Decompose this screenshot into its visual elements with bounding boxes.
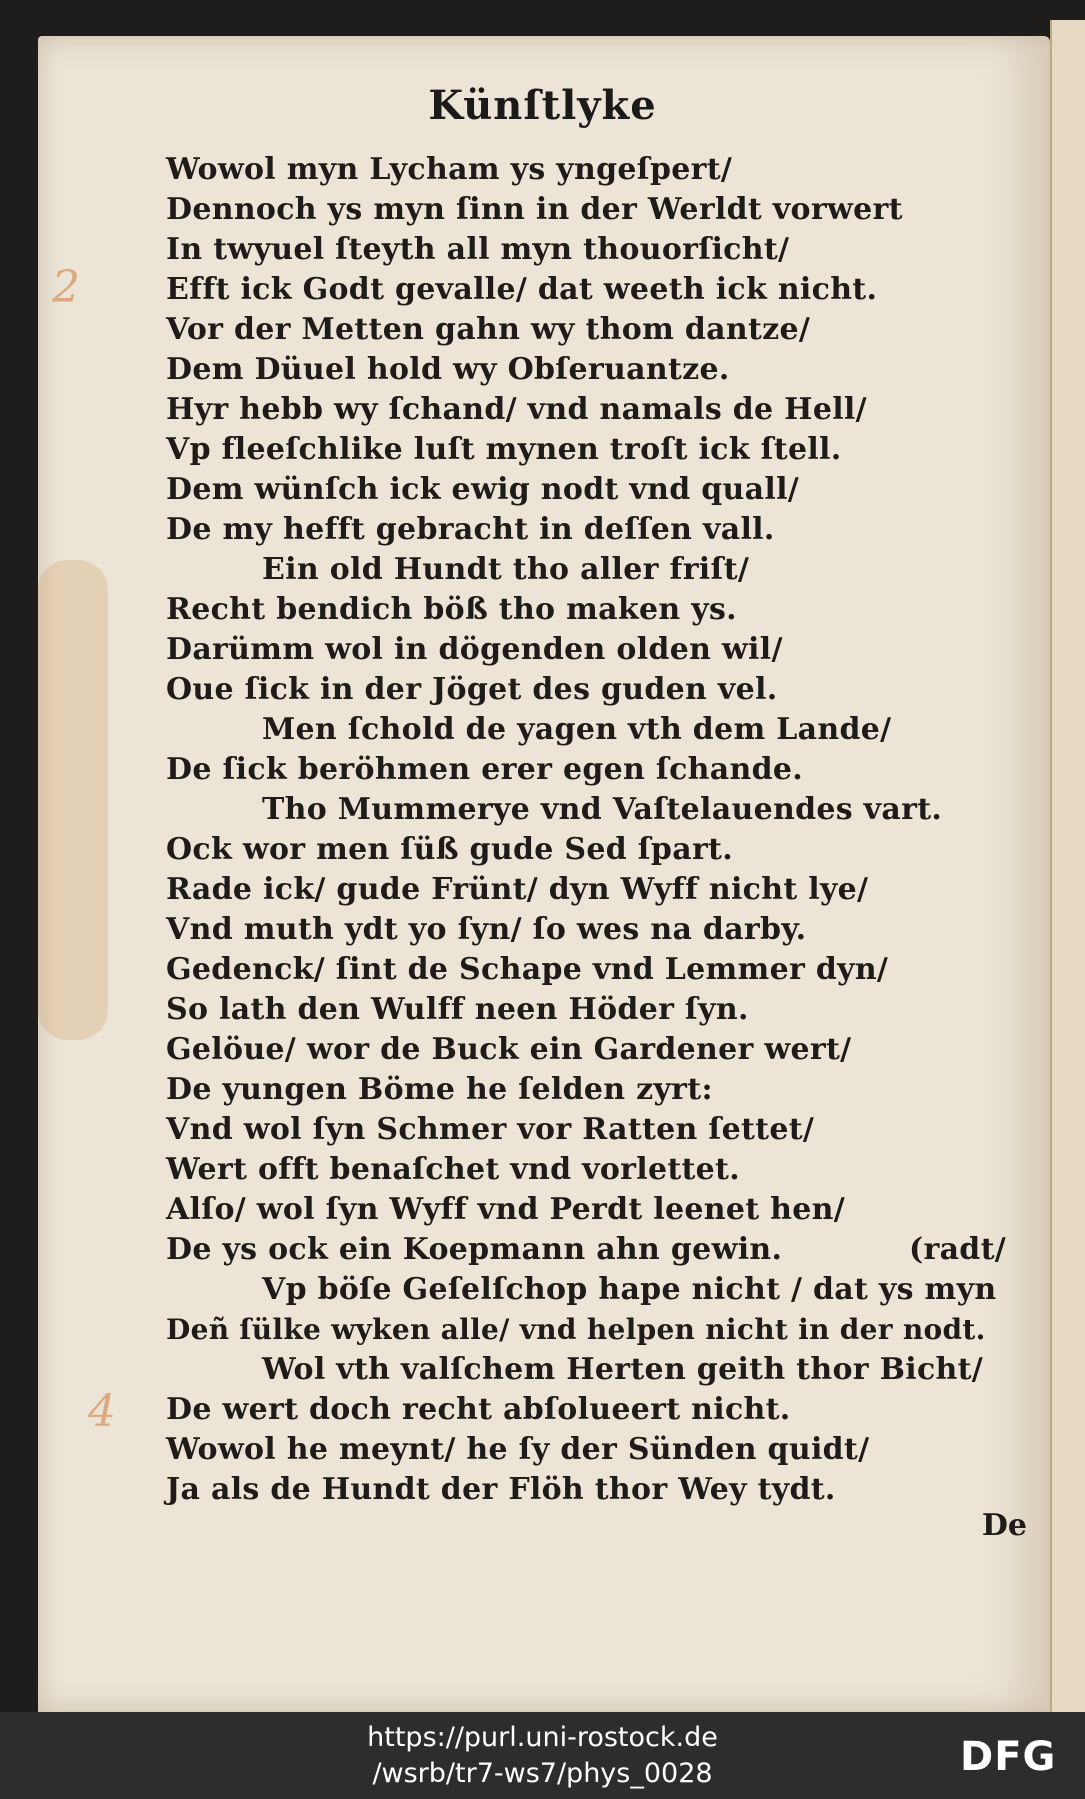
verse-line: Wert offt benaſchet vnd vorlettet. <box>166 1152 740 1187</box>
verse-line: In twyuel ſteyth all myn thouorſicht/ <box>166 232 790 267</box>
running-header: Künſtlyke <box>428 82 657 129</box>
verse-text <box>166 150 1026 1510</box>
verse-line: Wol vth valſchem Herten geith thor Bicht/ <box>262 1352 984 1387</box>
verse-line: Men ſchold de yagen vth dem Lande/ <box>262 712 892 747</box>
source-url-line-1[interactable]: https://purl.uni-rostock.de <box>367 1722 718 1753</box>
margin-note-2: 2 <box>52 262 80 313</box>
verse-line: Rade ick/ gude Frünt/ dyn Wyff nicht lye/ <box>166 872 869 907</box>
verse-line: Vp fleeſchlike luſt mynen troſt ick ſtell. <box>166 432 842 467</box>
verse-line: Efft ick Godt gevalle/ dat weeth ick nicht. <box>166 272 878 307</box>
dfg-logo: DFG <box>960 1734 1057 1780</box>
verse-line: De wert doch recht abſolueert nicht. <box>166 1392 791 1427</box>
verse-line: Dennoch ys myn ſinn in der Werldt vorwert <box>166 192 903 227</box>
verse-line: Darümm wol in dögenden olden wil/ <box>166 632 783 667</box>
verse-line: Gedenck/ ſint de Schape vnd Lemmer dyn/ <box>166 952 889 987</box>
verse-line: Alſo/ wol ſyn Wyff vnd Perdt leenet hen/ <box>166 1192 846 1227</box>
verse-line: Recht bendich böß tho maken ys. <box>166 592 737 627</box>
verse-line: Ock wor men ſüß gude Sed ſpart. <box>166 832 733 867</box>
verse-line: Deñ ſülke wyken alle/ vnd helpen nicht in der nodt. <box>166 1313 986 1346</box>
source-url-line-2[interactable]: /wsrb/tr7-ws7/phys_0028 <box>372 1758 713 1789</box>
facing-page-edge <box>1050 20 1085 1712</box>
verse-line: Ein old Hundt tho aller friſt/ <box>262 552 750 587</box>
margin-note-4: 4 <box>88 1386 116 1437</box>
verse-line: Vor der Metten gahn wy thom dantze/ <box>166 312 811 347</box>
verse-line: De ys ock ein Koepmann ahn gewin. <box>166 1232 783 1267</box>
verse-line: Wowol he meynt/ he ſy der Sünden quidt/ <box>166 1432 870 1467</box>
verse-line: De my hefft gebracht in deſſen vall. <box>166 512 775 547</box>
verse-line: Vnd muth ydt yo ſyn/ ſo wes na darby. <box>166 912 807 947</box>
verse-line-with-turnover <box>166 1230 1026 1270</box>
verse-line: Vp böſe Geſelſchop hape nicht / dat ys myn <box>262 1272 997 1307</box>
verse-line: De ſick beröhmen erer egen ſchande. <box>166 752 803 787</box>
verse-line: Hyr hebb wy ſchand/ vnd namals de Hell/ <box>166 392 867 427</box>
catchword: De <box>981 1508 1027 1543</box>
verse-line: Dem wünſch ick ewig nodt vnd quall/ <box>166 472 800 507</box>
verse-line: Dem Düuel hold wy Obſeruantze. <box>166 352 730 387</box>
turnover-text: (radt/ <box>908 1232 1006 1267</box>
verse-line: So lath den Wulff neen Höder ſyn. <box>166 992 749 1027</box>
verse-line: Oue ſick in der Jöget des guden vel. <box>166 672 778 707</box>
verse-line: Gelöue/ wor de Buck ein Gardener wert/ <box>166 1032 852 1067</box>
verse-line: Tho Mummerye vnd Vaſtelauendes vart. <box>262 792 943 827</box>
verse-line: Ja als de Hundt der Flöh thor Wey tydt. <box>166 1472 836 1507</box>
verse-line: Wowol myn Lycham ys yngeſpert/ <box>166 152 733 187</box>
verse-line: De yungen Böme he ſelden zyrt: <box>166 1072 713 1107</box>
paper-stain <box>38 560 108 1040</box>
verse-line: Vnd wol ſyn Schmer vor Ratten ſettet/ <box>166 1112 815 1147</box>
